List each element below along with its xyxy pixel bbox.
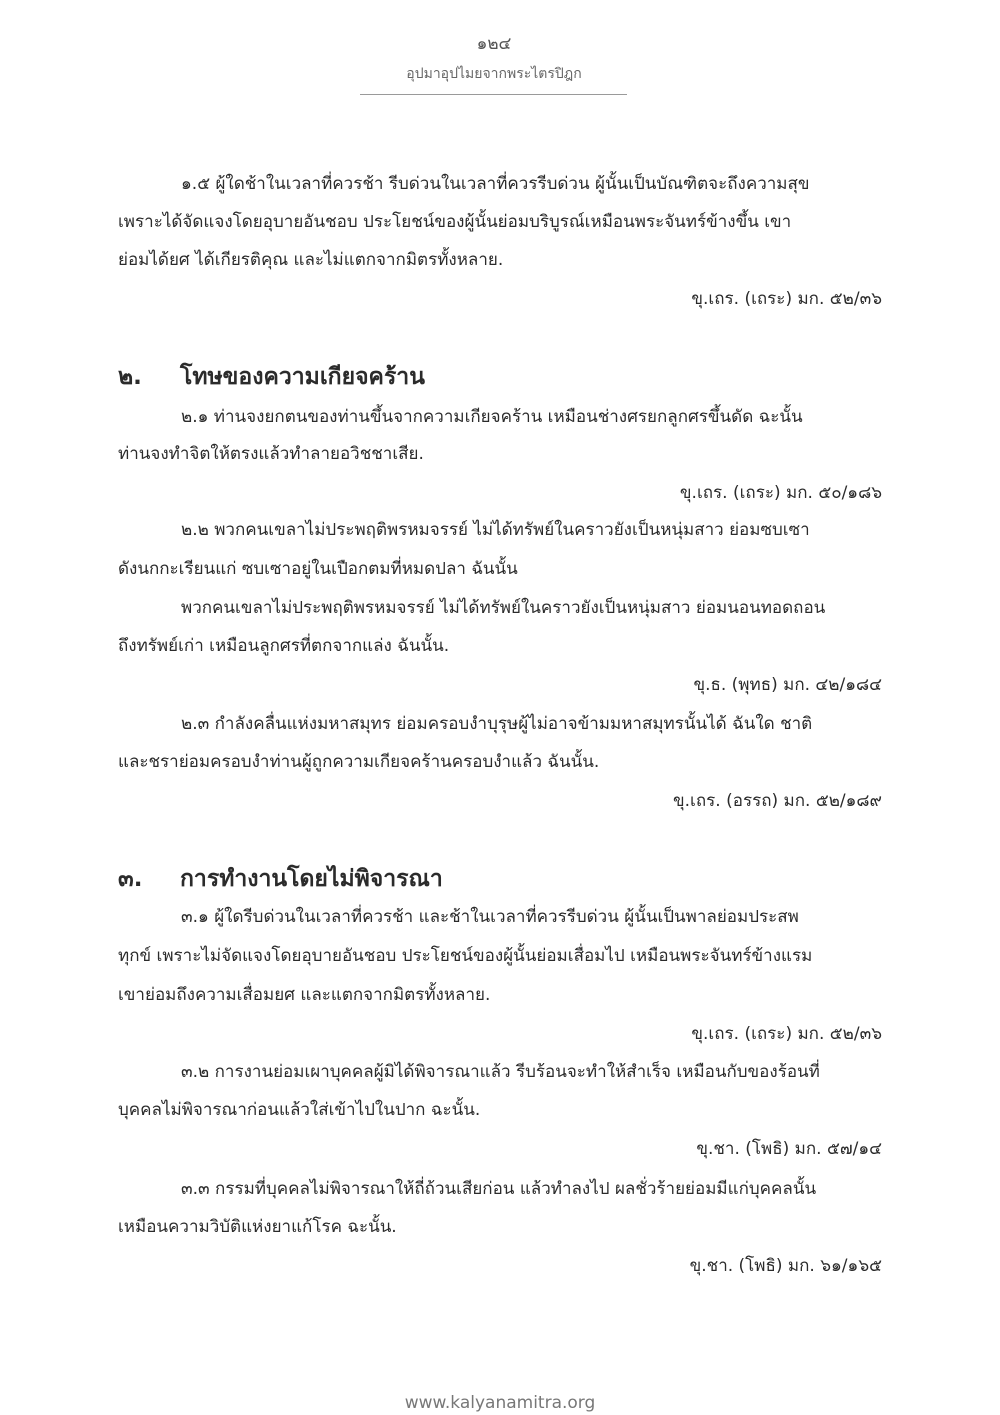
footer-website: www.kalyanamitra.org (404, 1393, 596, 1413)
paragraph-2-3-line-1: ๒.๓ กำลังคลื่นแห่งมหาสมุทร ย่อมครอบงำบุรุษผู้ไม่อาจข้ามมหาสมุทรนั้นได้ ฉันใด ชาติ (181, 714, 813, 734)
paragraph-2-1-line-1: ๒.๑ ท่านจงยกตนของท่านขึ้นจากความเกียจคร้าน เหมือนช่างศรยกลูกศรขึ้นดัด ฉะนั้น (181, 407, 803, 427)
paragraph-2-1-line-2: ท่านจงทำจิตให้ตรงแล้วทำลายอวิชชาเสีย. (118, 444, 424, 464)
reference-2-1: ขุ.เถร. (เถระ) มก. ๕๐/๑๘๖ (679, 483, 882, 503)
section-3-title: การทำงานโดยไม่พิจารณา (180, 866, 443, 892)
book-title: อุปมาอุปไมยจากพระไตรปิฎก (406, 66, 582, 82)
paragraph-3-1-line-3: เขาย่อมถึงความเสื่อมยศ และแตกจากมิตรทั้งหลาย. (118, 985, 491, 1005)
paragraph-3-3-line-1: ๓.๓ กรรมที่บุคคลไม่พิจารณาให้ถี่ถ้วนเสียก่อน แล้วทำลงไป ผลชั่วร้ายย่อมมีแก่บุคคลนั้น (181, 1179, 817, 1199)
reference-3-2: ขุ.ชา. (โพธิ) มก. ๕๗/๑๔ (696, 1139, 882, 1159)
paragraph-3-2-line-1: ๓.๒ การงานย่อมเผาบุคคลผู้มิได้พิจารณาแล้ว รีบร้อนจะทำให้สำเร็จ เหมือนกับของร้อนที่ (181, 1062, 820, 1082)
reference-1-5: ขุ.เถร. (เถระ) มก. ๕๒/๓๖ (691, 289, 882, 309)
paragraph-2-2b-line-2: ถึงทรัพย์เก่า เหมือนลูกศรที่ตกจากแล่ง ฉันนั้น. (118, 636, 450, 656)
paragraph-2-2b-line-1: พวกคนเขลาไม่ประพฤติพรหมจรรย์ ไม่ได้ทรัพย์ในคราวยังเป็นหนุ่มสาว ย่อมนอนทอดถอน (181, 598, 826, 618)
page-number: ๑๒๔ (476, 34, 512, 54)
paragraph-3-3-line-2: เหมือนความวิบัติแห่งยาแก้โรค ฉะนั้น. (118, 1217, 397, 1237)
paragraph-2-3-line-2: และชราย่อมครอบงำท่านผู้ถูกความเกียจคร้านครอบงำแล้ว ฉันนั้น. (118, 752, 600, 772)
paragraph-2-2-line-2: ดังนกกะเรียนแก่ ซบเซาอยู่ในเปือกตมที่หมดปลา ฉันนั้น (118, 559, 518, 579)
paragraph-1-5-line-2: เพราะได้จัดแจงโดยอุบายอันชอบ ประโยชน์ของผู้นั้นย่อมบริบูรณ์เหมือนพระจันทร์ข้างขึ้น เขา (118, 212, 792, 232)
section-2-number: ๒. (118, 364, 142, 390)
paragraph-3-1-line-2: ทุกข์ เพราะไม่จัดแจงโดยอุบายอันชอบ ประโยชน์ของผู้นั้นย่อมเสื่อมไป เหมือนพระจันทร์ข้างแรม (118, 946, 813, 966)
paragraph-2-2-line-1: ๒.๒ พวกคนเขลาไม่ประพฤติพรหมจรรย์ ไม่ได้ทรัพย์ในคราวยังเป็นหนุ่มสาว ย่อมซบเซา (181, 520, 810, 540)
reference-3-3: ขุ.ชา. (โพธิ) มก. ๖๑/๑๖๕ (689, 1256, 882, 1276)
reference-3-1: ขุ.เถร. (เถระ) มก. ๕๒/๓๖ (691, 1024, 882, 1044)
paragraph-1-5-line-3: ย่อมได้ยศ ได้เกียรติคุณ และไม่แตกจากมิตรทั้งหลาย. (118, 250, 504, 270)
section-2-title: โทษของความเกียจคร้าน (180, 364, 425, 390)
paragraph-3-2-line-2: บุคคลไม่พิจารณาก่อนแล้วใส่เข้าไปในปาก ฉะนั้น. (118, 1100, 481, 1120)
paragraph-1-5-line-1: ๑.๕ ผู้ใดช้าในเวลาที่ควรช้า รีบด่วนในเวลาที่ควรรีบด่วน ผู้นั้นเป็นบัณฑิตจะถึงความสุข (181, 174, 810, 194)
reference-2-2: ขุ.ธ. (พุทธ) มก. ๔๒/๑๘๔ (693, 675, 882, 695)
header-divider (360, 94, 627, 95)
section-3-number: ๓. (118, 866, 143, 892)
paragraph-3-1-line-1: ๓.๑ ผู้ใดรีบด่วนในเวลาที่ควรช้า และช้าในเวลาที่ควรรีบด่วน ผู้นั้นเป็นพาลย่อมประสพ (181, 907, 799, 927)
reference-2-3: ขุ.เถร. (อรรถ) มก. ๕๒/๑๘๙ (673, 791, 882, 811)
